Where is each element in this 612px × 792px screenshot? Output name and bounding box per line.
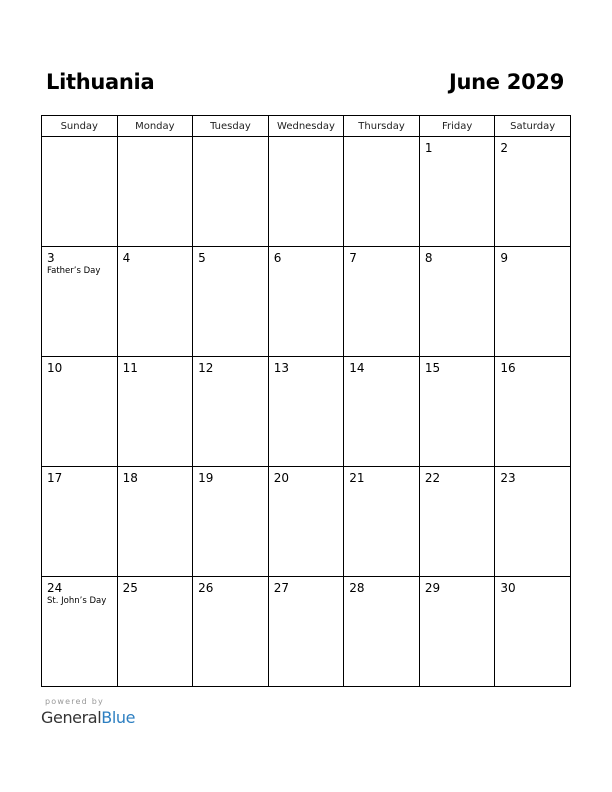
brand-blue-text: Blue	[101, 708, 136, 727]
day-number: 14	[349, 361, 365, 375]
day-cell	[117, 467, 193, 577]
day-cell	[193, 467, 269, 577]
day-number: 29	[424, 581, 441, 595]
week-row-4	[42, 467, 571, 577]
day-number: 1	[424, 141, 433, 155]
day-number: 28	[349, 581, 365, 595]
powered-by-label: powered by	[45, 697, 104, 706]
day-number: 27	[273, 581, 289, 595]
day-cell	[193, 247, 269, 357]
day-number: 6	[273, 251, 282, 265]
day-cell	[42, 137, 118, 247]
day-cell	[419, 137, 495, 247]
week-row-1	[42, 137, 571, 247]
day-cell	[117, 357, 193, 467]
month-year-title: June 2029	[448, 70, 564, 94]
day-number: 15	[424, 361, 441, 375]
week-row-5	[42, 577, 571, 687]
week-row-2	[42, 247, 571, 357]
day-number: 4	[122, 251, 131, 265]
day-cell	[268, 247, 344, 357]
weekday-friday: Friday	[419, 116, 495, 137]
day-cell	[268, 467, 344, 577]
day-cell	[193, 137, 269, 247]
day-number: 21	[349, 471, 365, 485]
day-cell	[419, 467, 495, 577]
weekday-thursday: Thursday	[344, 116, 420, 137]
day-cell	[268, 577, 344, 687]
day-number: 24	[47, 581, 63, 595]
day-cell	[344, 357, 420, 467]
day-cell	[268, 357, 344, 467]
day-number: 23	[500, 471, 516, 485]
day-cell	[42, 247, 118, 357]
day-number: 8	[424, 251, 433, 265]
day-number: 11	[122, 361, 138, 375]
day-number: 20	[273, 471, 289, 485]
country-title: Lithuania	[46, 70, 155, 94]
day-number: 13	[273, 361, 289, 375]
weekday-saturday: Saturday	[495, 116, 571, 137]
day-cell	[344, 467, 420, 577]
day-number: 30	[500, 581, 516, 595]
holiday-label: Father’s Day	[47, 266, 101, 276]
day-cell	[419, 577, 495, 687]
day-number: 16	[500, 361, 516, 375]
day-cell	[117, 247, 193, 357]
day-number: 2	[500, 141, 509, 155]
weekday-sunday: Sunday	[42, 116, 118, 137]
day-number: 9	[500, 251, 509, 265]
day-cell	[495, 467, 571, 577]
weekday-wednesday: Wednesday	[268, 116, 344, 137]
weekday-tuesday: Tuesday	[193, 116, 269, 137]
day-number: 26	[198, 581, 214, 595]
day-number: 19	[198, 471, 214, 485]
day-cell	[495, 247, 571, 357]
day-cell	[344, 137, 420, 247]
day-cell	[193, 577, 269, 687]
day-number: 7	[349, 251, 357, 265]
day-cell	[268, 137, 344, 247]
day-cell	[344, 247, 420, 357]
week-row-3	[42, 357, 571, 467]
day-cell	[193, 357, 269, 467]
day-cell	[42, 467, 118, 577]
day-cell	[495, 357, 571, 467]
day-cell	[419, 357, 495, 467]
holiday-label: St. John’s Day	[47, 596, 107, 606]
day-cell	[117, 577, 193, 687]
brand-general-text: General	[41, 708, 102, 727]
day-cell	[42, 357, 118, 467]
day-number: 17	[47, 471, 63, 485]
day-number: 3	[47, 251, 55, 265]
day-number: 5	[198, 251, 206, 265]
day-number: 10	[47, 361, 63, 375]
day-cell	[42, 577, 118, 687]
weekday-header-row	[42, 116, 571, 137]
generalblue-logo[interactable]	[41, 708, 135, 727]
day-cell	[495, 577, 571, 687]
day-number: 12	[198, 361, 214, 375]
day-number: 18	[122, 471, 138, 485]
day-cell	[344, 577, 420, 687]
day-cell	[495, 137, 571, 247]
day-cell	[117, 137, 193, 247]
weekday-monday: Monday	[117, 116, 193, 137]
day-number: 22	[424, 471, 441, 485]
day-cell	[419, 247, 495, 357]
calendar-grid	[41, 115, 571, 687]
day-number: 25	[122, 581, 138, 595]
